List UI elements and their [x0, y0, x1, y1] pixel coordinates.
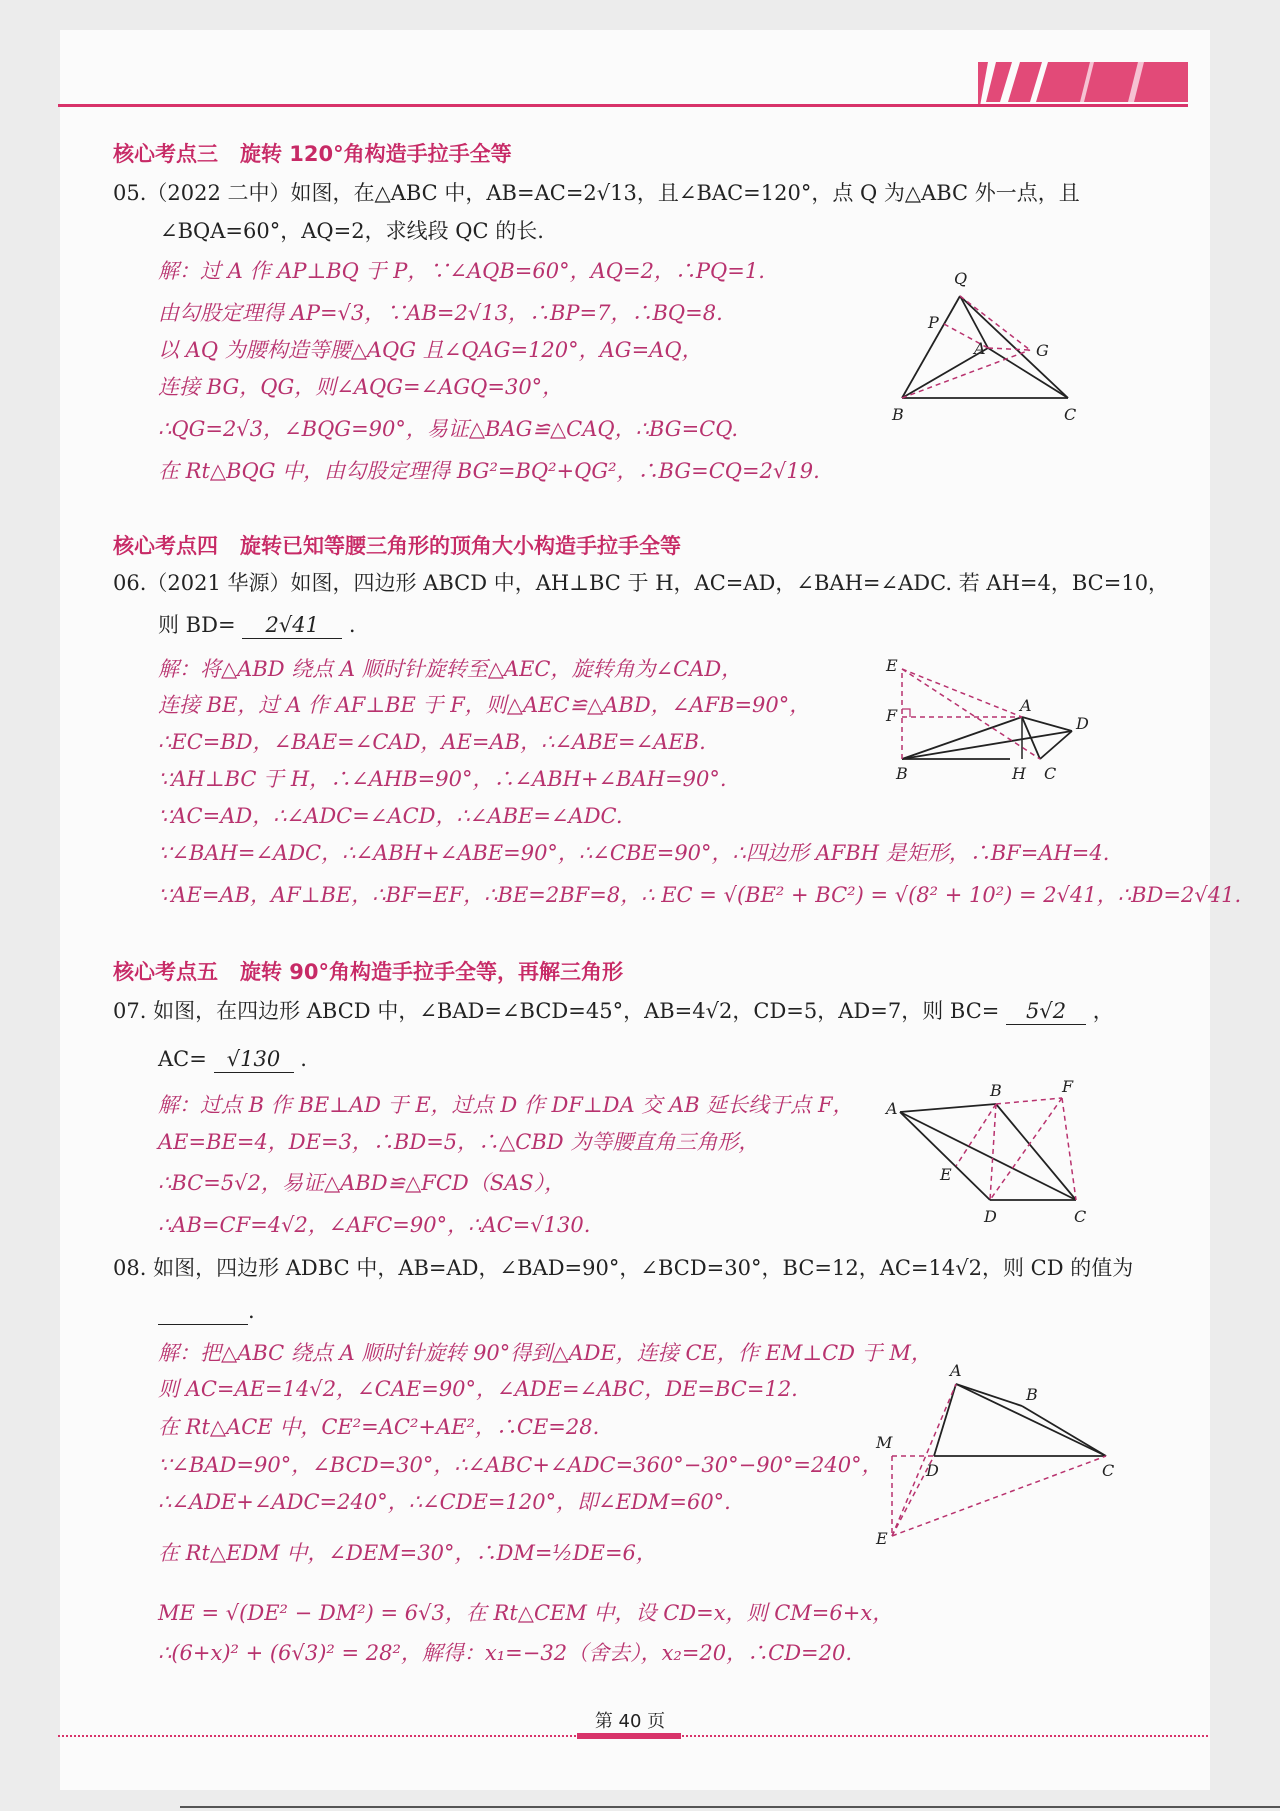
label-M: M: [876, 1433, 893, 1452]
q05-problem-line2: ∠BQA=60°，AQ=2，求线段 QC 的长.: [160, 219, 544, 243]
label-E: E: [940, 1165, 952, 1184]
figure-q08: [870, 1360, 1120, 1554]
answer-blank-ac: √130: [214, 1046, 294, 1073]
label-B: B: [1026, 1385, 1038, 1404]
header-rule: [58, 104, 1188, 107]
q05-solution-line2: 由勾股定理得 AP=√3，∵AB=2√13，∴BP=7，∴BQ=8.: [158, 301, 723, 325]
q08-solution-line1: 解：把△ABC 绕点 A 顺时针旋转 90°得到△ADE，连接 CE，作 EM⊥CD 于 M，: [158, 1341, 932, 1365]
q08-solution-line6: 在 Rt△EDM 中，∠DEM=30°，∴DM=½DE=6，: [158, 1541, 657, 1565]
figure-q05: [880, 262, 1110, 436]
q06-problem-line2: [158, 612, 356, 639]
section-label: 核心考点三: [113, 142, 218, 166]
section-label: 核心考点四: [113, 534, 218, 558]
label-E: E: [886, 656, 898, 675]
label-C: C: [1102, 1461, 1115, 1480]
q08-solution-line4: ∵∠BAD=90°，∠BCD=30°，∴∠ABC+∠ADC=360°−30°−90°=240°，: [158, 1453, 883, 1477]
section-heading-5: [113, 956, 623, 986]
label-Q: Q: [954, 269, 968, 288]
label-F: F: [886, 706, 898, 725]
q05-solution-line5: ∴QG=2√3，∠BQG=90°，易证△BAG≌△CAQ，∴BG=CQ.: [158, 417, 739, 441]
q05-solution-line3: 以 AQ 为腰构造等腰△AQG 且∠QAG=120°，AG=AQ，: [158, 338, 703, 362]
answer-prefix: AC=: [158, 1047, 207, 1071]
answer-suffix: .: [348, 613, 356, 637]
label-C: C: [1044, 764, 1057, 783]
section-topic: 旋转已知等腰三角形的顶角大小构造手拉手全等: [240, 534, 681, 558]
section-heading-4: [113, 530, 681, 560]
answer-prefix: 则 BD=: [158, 613, 236, 637]
q06-solution-line5: ∵AC=AD，∴∠ADC=∠ACD，∴∠ABE=∠ADC.: [158, 804, 623, 828]
bottom-edge: [180, 1806, 1280, 1808]
q06-solution-line2: 连接 BE，过 A 作 AF⊥BE 于 F，则△AEC≌△ABD，∠AFB=90°，: [158, 693, 811, 717]
label-D: D: [1076, 714, 1089, 733]
q07-solution-line1: 解：过点 B 作 BE⊥AD 于 E，过点 D 作 DF⊥DA 交 AB 延长线于点 F，: [158, 1093, 854, 1117]
label-A: A: [1020, 696, 1032, 715]
q05-solution-line1: 解：过 A 作 AP⊥BQ 于 P，∵∠AQB=60°，AQ=2，∴PQ=1.: [158, 259, 765, 283]
q06-solution-line1: 解：将△ABD 绕点 A 顺时针旋转至△AEC，旋转角为∠CAD，: [158, 657, 743, 681]
label-D: D: [984, 1207, 997, 1226]
q05-solution-line6: 在 Rt△BQG 中，由勾股定理得 BG²=BQ²+QG²，∴BG=CQ=2√19.: [158, 459, 820, 483]
q06-solution-line7: ∵AE=AB，AF⊥BE，∴BF=EF，∴BE=2BF=8，∴ EC = √(BE² + BC²) = √(8² + 10²) = 2√41，∴BD=2√41.: [158, 883, 1242, 907]
q08-solution-line7: ME = √(DE² − DM²) = 6√3，在 Rt△CEM 中，设 CD=x，则 CM=6+x，: [158, 1601, 894, 1625]
problem-text: ，: [1092, 999, 1114, 1023]
q08-problem-line1: 08. 如图，四边形 ADBC 中，AB=AD，∠BAD=90°，∠BCD=30°，BC=12，AC=14√2，则 CD 的值为: [113, 1256, 1134, 1280]
label-B: B: [896, 764, 908, 783]
q07-solution-line2: AE=BE=4，DE=3，∴BD=5，∴△CBD 为等腰直角三角形，: [158, 1130, 760, 1154]
figure-q07: [886, 1077, 1116, 1236]
label-A: A: [950, 1361, 962, 1380]
page-number: 第 40 页: [594, 1711, 666, 1732]
q07-problem-line2: [158, 1046, 307, 1073]
label-G: G: [1036, 341, 1049, 360]
q06-solution-line6: ∵∠BAH=∠ADC，∴∠ABH+∠ABE=90°，∴∠CBE=90°，∴四边形 AFBH 是矩形，∴BF=AH=4.: [158, 841, 1110, 865]
label-H: H: [1012, 764, 1026, 783]
section-topic: 旋转 90°角构造手拉手全等，再解三角形: [240, 960, 624, 984]
label-E: E: [876, 1529, 888, 1548]
label-A: A: [974, 339, 986, 358]
answer-blank: [158, 1298, 248, 1325]
figure-q06: [880, 655, 1110, 789]
section-heading-3: [113, 138, 512, 168]
label-C: C: [1064, 405, 1077, 424]
label-B: B: [990, 1081, 1002, 1100]
answer-suffix: .: [248, 1299, 255, 1323]
q06-solution-line4: ∵AH⊥BC 于 H，∴∠AHB=90°，∴∠ABH+∠BAH=90°.: [158, 767, 727, 791]
problem-text: 07. 如图，在四边形 ABCD 中，∠BAD=∠BCD=45°，AB=4√2，CD=5，AD=7，则 BC=: [113, 999, 1000, 1023]
section-label: 核心考点五: [113, 960, 218, 984]
section-topic: 旋转 120°角构造手拉手全等: [240, 142, 512, 166]
label-P: P: [928, 313, 939, 332]
label-C: C: [1074, 1207, 1087, 1226]
label-D: D: [926, 1461, 939, 1480]
label-A: A: [886, 1099, 898, 1118]
q08-solution-line3: 在 Rt△ACE 中，CE²=AC²+AE²，∴CE=28.: [158, 1415, 600, 1439]
q05-problem-line1: 05.（2022 二中）如图，在△ABC 中，AB=AC=2√13，且∠BAC=120°，点 Q 为△ABC 外一点，且: [113, 181, 1080, 205]
answer-blank: 2√41: [242, 612, 342, 639]
answer-blank-bc: 5√2: [1006, 998, 1086, 1025]
label-F: F: [1062, 1077, 1074, 1096]
footer-accent-bar: [577, 1733, 681, 1739]
answer-suffix: .: [300, 1047, 307, 1071]
q07-problem-line1: [113, 998, 1114, 1025]
q05-solution-line4: 连接 BG，QG，则∠AQG=∠AGQ=30°，: [158, 375, 564, 399]
q06-problem-line1: 06.（2021 华源）如图，四边形 ABCD 中，AH⊥BC 于 H，AC=AD，∠BAH=∠ADC. 若 AH=4，BC=10，: [113, 571, 1170, 595]
q06-solution-line3: ∴EC=BD，∠BAE=∠CAD，AE=AB，∴∠ABE=∠AEB.: [158, 730, 706, 754]
q08-solution-line8: ∴(6+x)² + (6√3)² = 28²，解得：x₁=−32（舍去），x₂=20，∴CD=20.: [158, 1641, 853, 1665]
q07-solution-line3: ∴BC=5√2，易证△ABD≌△FCD（SAS），: [158, 1171, 566, 1195]
q08-solution-line5: ∴∠ADE+∠ADC=240°，∴∠CDE=120°，即∠EDM=60°.: [158, 1490, 731, 1514]
q07-solution-line4: ∴AB=CF=4√2，∠AFC=90°，∴AC=√130.: [158, 1213, 591, 1237]
q08-problem-line2: [158, 1298, 255, 1325]
label-B: B: [892, 405, 904, 424]
q08-solution-line2: 则 AC=AE=14√2，∠CAE=90°，∠ADE=∠ABC，DE=BC=12.: [158, 1377, 798, 1401]
